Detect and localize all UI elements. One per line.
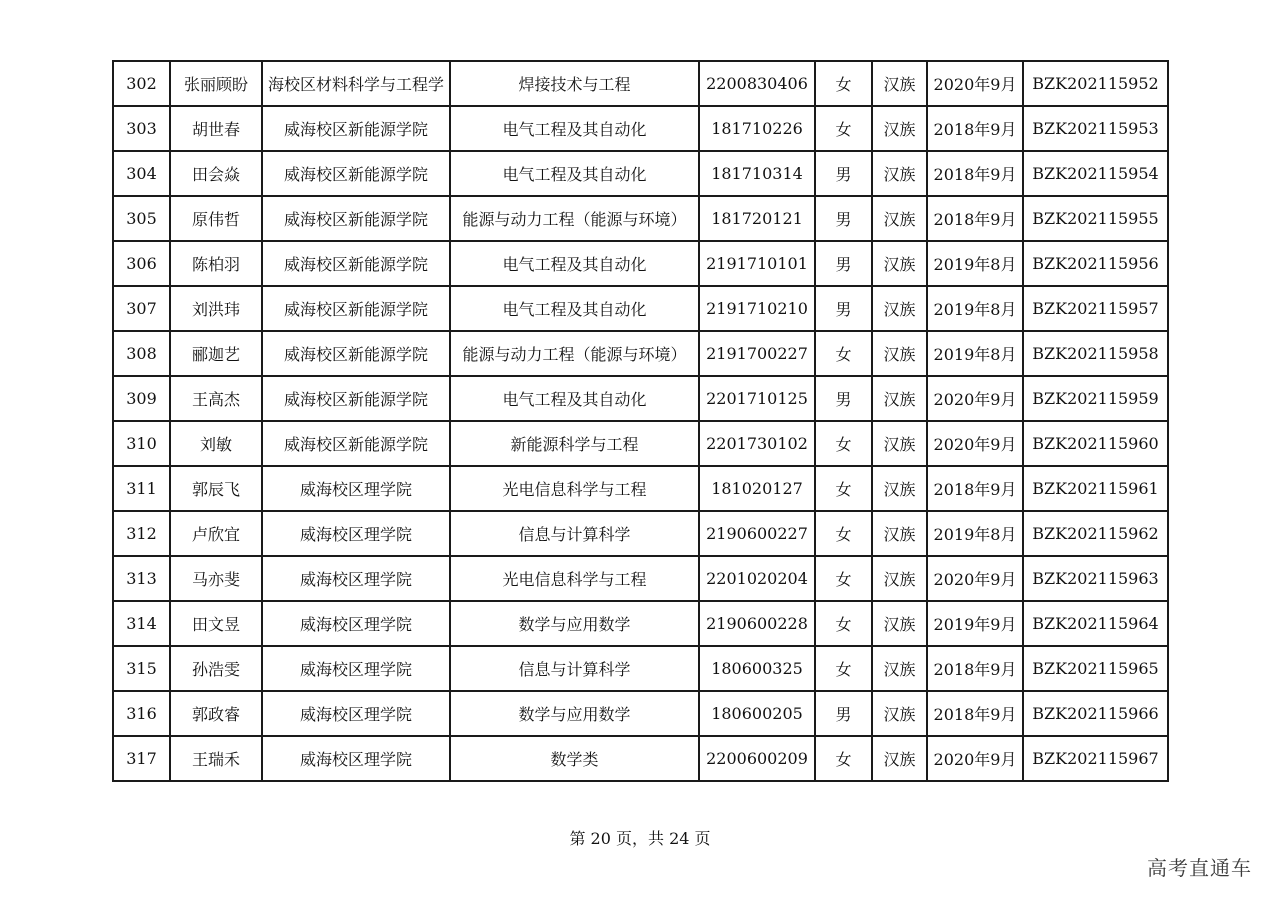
major-cell: 光电信息科学与工程	[450, 466, 699, 511]
table-row	[113, 556, 1168, 601]
certificate-number-cell: BZK202115963	[1023, 556, 1168, 601]
student-name-cell: 郭辰飞	[170, 466, 262, 511]
enrollment-date-cell: 2020年9月	[927, 61, 1023, 106]
ethnicity-cell: 汉族	[872, 511, 927, 556]
gender-cell: 女	[815, 511, 872, 556]
enrollment-date-cell: 2018年9月	[927, 106, 1023, 151]
certificate-number-cell: BZK202115965	[1023, 646, 1168, 691]
enrollment-date-cell: 2019年8月	[927, 286, 1023, 331]
student-name-cell: 刘敏	[170, 421, 262, 466]
row-number-cell: 311	[113, 466, 170, 511]
enrollment-date-cell: 2018年9月	[927, 151, 1023, 196]
student-id-cell: 2191700227	[699, 331, 815, 376]
table-row	[113, 691, 1168, 736]
college-cell: 威海校区理学院	[262, 466, 450, 511]
row-number-cell: 313	[113, 556, 170, 601]
student-id-cell: 2200830406	[699, 61, 815, 106]
gender-cell: 男	[815, 376, 872, 421]
row-number-cell: 307	[113, 286, 170, 331]
student-id-cell: 2201020204	[699, 556, 815, 601]
gender-cell: 女	[815, 646, 872, 691]
enrollment-date-cell: 2018年9月	[927, 196, 1023, 241]
certificate-number-cell: BZK202115953	[1023, 106, 1168, 151]
college-cell: 威海校区理学院	[262, 601, 450, 646]
row-number-cell: 303	[113, 106, 170, 151]
table-row	[113, 511, 1168, 556]
row-number-cell: 305	[113, 196, 170, 241]
major-cell: 能源与动力工程（能源与环境）	[450, 331, 699, 376]
ethnicity-cell: 汉族	[872, 601, 927, 646]
college-cell: 威海校区新能源学院	[262, 376, 450, 421]
student-name-cell: 王高杰	[170, 376, 262, 421]
certificate-number-cell: BZK202115956	[1023, 241, 1168, 286]
student-id-cell: 181710226	[699, 106, 815, 151]
table-row	[113, 331, 1168, 376]
certificate-number-cell: BZK202115952	[1023, 61, 1168, 106]
certificate-number-cell: BZK202115957	[1023, 286, 1168, 331]
ethnicity-cell: 汉族	[872, 106, 927, 151]
student-name-cell: 胡世春	[170, 106, 262, 151]
row-number-cell: 310	[113, 421, 170, 466]
college-cell: 威海校区理学院	[262, 646, 450, 691]
student-id-cell: 2191710101	[699, 241, 815, 286]
ethnicity-cell: 汉族	[872, 331, 927, 376]
row-number-cell: 304	[113, 151, 170, 196]
certificate-number-cell: BZK202115960	[1023, 421, 1168, 466]
row-number-cell: 302	[113, 61, 170, 106]
college-cell: 威海校区理学院	[262, 736, 450, 781]
major-cell: 数学与应用数学	[450, 691, 699, 736]
enrollment-date-cell: 2019年8月	[927, 241, 1023, 286]
row-number-cell: 312	[113, 511, 170, 556]
enrollment-date-cell: 2020年9月	[927, 376, 1023, 421]
certificate-number-cell: BZK202115967	[1023, 736, 1168, 781]
college-cell: 威海校区新能源学院	[262, 151, 450, 196]
student-roster-table	[112, 60, 1169, 782]
gender-cell: 男	[815, 286, 872, 331]
major-cell: 新能源科学与工程	[450, 421, 699, 466]
gender-cell: 女	[815, 331, 872, 376]
major-cell: 焊接技术与工程	[450, 61, 699, 106]
table-row	[113, 286, 1168, 331]
gender-cell: 男	[815, 241, 872, 286]
ethnicity-cell: 汉族	[872, 556, 927, 601]
certificate-number-cell: BZK202115954	[1023, 151, 1168, 196]
major-cell: 信息与计算科学	[450, 511, 699, 556]
student-id-cell: 2201710125	[699, 376, 815, 421]
table-row	[113, 466, 1168, 511]
student-name-cell: 孙浩雯	[170, 646, 262, 691]
major-cell: 能源与动力工程（能源与环境）	[450, 196, 699, 241]
student-name-cell: 卢欣宜	[170, 511, 262, 556]
enrollment-date-cell: 2018年9月	[927, 646, 1023, 691]
table-row	[113, 376, 1168, 421]
student-id-cell: 181720121	[699, 196, 815, 241]
page-number: 第 20 页，共 24 页	[569, 829, 711, 848]
roster-body	[113, 61, 1168, 781]
student-name-cell: 郭政睿	[170, 691, 262, 736]
enrollment-date-cell: 2019年9月	[927, 601, 1023, 646]
gender-cell: 女	[815, 61, 872, 106]
major-cell: 信息与计算科学	[450, 646, 699, 691]
certificate-number-cell: BZK202115962	[1023, 511, 1168, 556]
ethnicity-cell: 汉族	[872, 241, 927, 286]
enrollment-date-cell: 2020年9月	[927, 556, 1023, 601]
college-cell: 威海校区新能源学院	[262, 106, 450, 151]
ethnicity-cell: 汉族	[872, 376, 927, 421]
gender-cell: 女	[815, 556, 872, 601]
certificate-number-cell: BZK202115961	[1023, 466, 1168, 511]
gender-cell: 男	[815, 151, 872, 196]
certificate-number-cell: BZK202115958	[1023, 331, 1168, 376]
table-row	[113, 736, 1168, 781]
college-cell: 威海校区新能源学院	[262, 331, 450, 376]
major-cell: 光电信息科学与工程	[450, 556, 699, 601]
student-id-cell: 181020127	[699, 466, 815, 511]
row-number-cell: 317	[113, 736, 170, 781]
college-cell: 威海校区新能源学院	[262, 196, 450, 241]
gender-cell: 女	[815, 601, 872, 646]
table-row	[113, 646, 1168, 691]
student-name-cell: 陈柏羽	[170, 241, 262, 286]
student-id-cell: 181710314	[699, 151, 815, 196]
college-cell: 威海校区新能源学院	[262, 241, 450, 286]
watermark-text: 高考直通车	[1147, 856, 1252, 880]
enrollment-date-cell: 2018年9月	[927, 466, 1023, 511]
student-name-cell: 王瑞禾	[170, 736, 262, 781]
row-number-cell: 314	[113, 601, 170, 646]
certificate-number-cell: BZK202115959	[1023, 376, 1168, 421]
ethnicity-cell: 汉族	[872, 61, 927, 106]
student-id-cell: 180600205	[699, 691, 815, 736]
ethnicity-cell: 汉族	[872, 151, 927, 196]
major-cell: 电气工程及其自动化	[450, 241, 699, 286]
table-row	[113, 151, 1168, 196]
student-name-cell: 马亦斐	[170, 556, 262, 601]
row-number-cell: 316	[113, 691, 170, 736]
student-id-cell: 2200600209	[699, 736, 815, 781]
ethnicity-cell: 汉族	[872, 196, 927, 241]
student-name-cell: 张丽顾盼	[170, 61, 262, 106]
student-id-cell: 2201730102	[699, 421, 815, 466]
student-id-cell: 2191710210	[699, 286, 815, 331]
college-cell: 威海校区新能源学院	[262, 286, 450, 331]
certificate-number-cell: BZK202115966	[1023, 691, 1168, 736]
major-cell: 电气工程及其自动化	[450, 151, 699, 196]
table-row	[113, 241, 1168, 286]
ethnicity-cell: 汉族	[872, 691, 927, 736]
student-name-cell: 田文昱	[170, 601, 262, 646]
major-cell: 电气工程及其自动化	[450, 376, 699, 421]
major-cell: 数学与应用数学	[450, 601, 699, 646]
enrollment-date-cell: 2020年9月	[927, 736, 1023, 781]
college-cell: 威海校区新能源学院	[262, 421, 450, 466]
student-id-cell: 180600325	[699, 646, 815, 691]
gender-cell: 女	[815, 736, 872, 781]
ethnicity-cell: 汉族	[872, 421, 927, 466]
gender-cell: 女	[815, 106, 872, 151]
ethnicity-cell: 汉族	[872, 646, 927, 691]
major-cell: 电气工程及其自动化	[450, 286, 699, 331]
student-name-cell: 刘洪玮	[170, 286, 262, 331]
enrollment-date-cell: 2019年8月	[927, 511, 1023, 556]
row-number-cell: 315	[113, 646, 170, 691]
table-row	[113, 421, 1168, 466]
college-cell: 威海校区理学院	[262, 691, 450, 736]
college-cell: 威海校区理学院	[262, 511, 450, 556]
ethnicity-cell: 汉族	[872, 736, 927, 781]
gender-cell: 女	[815, 466, 872, 511]
certificate-number-cell: BZK202115955	[1023, 196, 1168, 241]
table-row	[113, 601, 1168, 646]
college-cell: 海校区材料科学与工程学	[262, 61, 450, 106]
enrollment-date-cell: 2018年9月	[927, 691, 1023, 736]
enrollment-date-cell: 2019年8月	[927, 331, 1023, 376]
ethnicity-cell: 汉族	[872, 466, 927, 511]
gender-cell: 女	[815, 421, 872, 466]
student-id-cell: 2190600228	[699, 601, 815, 646]
table-row	[113, 196, 1168, 241]
row-number-cell: 306	[113, 241, 170, 286]
table-row	[113, 61, 1168, 106]
student-id-cell: 2190600227	[699, 511, 815, 556]
table-row	[113, 106, 1168, 151]
gender-cell: 男	[815, 196, 872, 241]
row-number-cell: 309	[113, 376, 170, 421]
student-name-cell: 田会焱	[170, 151, 262, 196]
student-name-cell: 原伟哲	[170, 196, 262, 241]
enrollment-date-cell: 2020年9月	[927, 421, 1023, 466]
ethnicity-cell: 汉族	[872, 286, 927, 331]
gender-cell: 男	[815, 691, 872, 736]
major-cell: 电气工程及其自动化	[450, 106, 699, 151]
row-number-cell: 308	[113, 331, 170, 376]
certificate-number-cell: BZK202115964	[1023, 601, 1168, 646]
major-cell: 数学类	[450, 736, 699, 781]
student-name-cell: 郦迦艺	[170, 331, 262, 376]
college-cell: 威海校区理学院	[262, 556, 450, 601]
